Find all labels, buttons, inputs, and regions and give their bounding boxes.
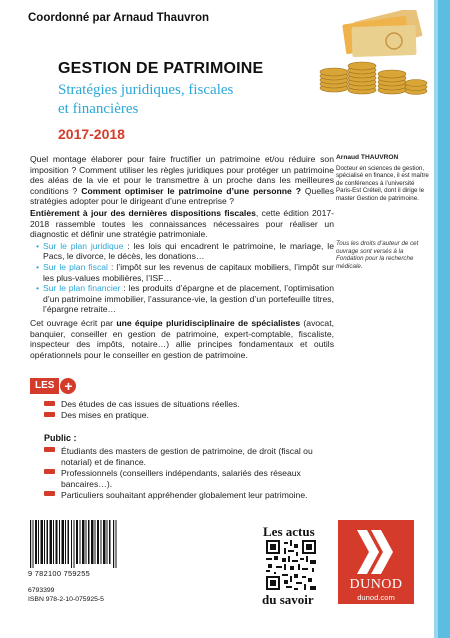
authors-text-end: (avocat, banquier, conseiller en gestion de patrimoine, expert-comptable, fiscaliste, inspecteur des impôts, notaire…) allie principes fondamentaux et outils opérationnels pour le conseiller en gestion de patrimoine. — [30, 317, 334, 360]
arrow-bullet-icon — [44, 447, 55, 452]
book-subtitle — [58, 81, 258, 119]
rights-note: Tous les droits d’auteur de cet ouvrage sont versés à la Fondation pour la recherche médicale. — [336, 240, 419, 270]
authors-paragraph — [30, 318, 334, 360]
update-bold: Entièrement à jour des dernières dispositions fiscales — [30, 207, 256, 218]
authors-bold: une équipe pluridisciplinaire de spécialistes — [116, 317, 301, 328]
subtitle-line-1: Stratégies juridiques, fiscales — [58, 82, 234, 98]
topic-text: : les lois qui encadrent le patrimoine, le mariage, le Pacs, le divorce, le décès, les donations… — [43, 240, 334, 262]
plus-icon: + — [60, 378, 76, 394]
list-item-text: Des mises en pratique. — [61, 409, 149, 420]
publisher-logo — [338, 520, 414, 604]
publisher-url: dunod.com — [357, 593, 395, 602]
product-code: 6793399 — [28, 587, 55, 594]
les-plus-badge — [30, 378, 76, 394]
author-bio: Docteur en sciences de gestion, spécialisé en finance, il est maître de conférences à l’université Paris-Est Créteil, dont il dirige le master Gestion de patrimoine. — [336, 164, 429, 202]
list-item-text: Particuliers souhaitant appréhender globalement leur patrimoine. — [61, 490, 308, 501]
arrow-bullet-icon — [44, 412, 55, 417]
isbn: ISBN 978-2-10-075925-5 — [28, 596, 104, 603]
arrow-bullet-icon — [44, 469, 55, 474]
book-title: GESTION DE PATRIMOINE — [58, 60, 264, 77]
list-item — [36, 262, 334, 283]
public-list — [44, 446, 334, 502]
arrow-bullet-icon — [44, 401, 55, 406]
barcode — [28, 520, 120, 568]
list-item — [44, 468, 334, 489]
intro-text-end: Quelles stratégies adopter pour le dirigeant d’une entreprise ? — [30, 185, 334, 207]
publisher-name: DUNOD — [349, 577, 403, 592]
arrow-bullet-icon — [44, 491, 55, 496]
actus-subheading: du savoir — [262, 592, 314, 607]
list-item-text: Professionnels (conseillers indépendants, salariés des réseaux bancaires…). — [61, 468, 301, 489]
barcode-number: 9 782100 759255 — [28, 569, 91, 578]
authors-text: Cet ouvrage écrit par — [30, 317, 117, 328]
list-item-text: Des études de cas issues de situations réelles. — [61, 399, 240, 409]
subtitle-line-2: et financières — [58, 101, 139, 117]
coordination-line: Coordonné par Arnaud Thauvron — [28, 12, 210, 24]
topic-text: : l’impôt sur les revenus de capitaux mobiliers, l’impôt sur les plus-values mobilières, l’ISF… — [43, 261, 334, 283]
update-text: , cette édition 2017-2018 rassemble toutes les connaissances nécessaires pour réaliser un diagnostic et définir une stratégie patrimoniale. — [30, 207, 334, 240]
list-item — [44, 490, 334, 501]
actus-heading: Les actus — [263, 524, 315, 539]
cover-edge-shade — [438, 0, 450, 638]
money-illustration — [308, 10, 428, 98]
list-item-text: Étudiants des masters de gestion de patrimoine, de droit (fiscal ou notarial) et de finance. — [61, 446, 313, 467]
list-item — [44, 399, 240, 410]
dunod-logo-icon — [351, 526, 401, 576]
topic-label: Sur le plan financier — [43, 283, 121, 294]
author-block — [336, 154, 432, 203]
topics-list — [30, 241, 334, 315]
intro-paragraph — [30, 154, 334, 207]
list-item — [36, 241, 334, 262]
author-name: Arnaud THAUVRON — [336, 154, 399, 161]
list-item — [44, 446, 334, 467]
les-label: LES — [30, 378, 59, 394]
topic-text: : les produits d’épargne et de placement, l’optimisation d’un patrimoine immobilier, l’assurance-vie, la gestion d’un portefeuille titres, l’épargne retraite… — [43, 283, 334, 315]
list-item — [44, 410, 240, 421]
list-item — [36, 283, 334, 315]
edition-year: 2017-2018 — [58, 126, 125, 142]
intro-bold: Comment optimiser le patrimoine d’une personne ? — [81, 185, 301, 196]
topic-label: Sur le plan fiscal — [43, 261, 108, 272]
topic-label: Sur le plan juridique — [43, 240, 124, 251]
description — [30, 154, 334, 361]
update-paragraph — [30, 208, 334, 240]
public-heading: Public : — [44, 433, 77, 443]
les-plus-list — [44, 399, 240, 421]
intro-text: Quel montage élaborer pour faire fructifier un patrimoine et/ou réduire son imposition ? Comment utiliser les règles juridiques pour protéger un patrimoine des aléas de la vie et pour le transmettre à un proche dans les meilleures conditions ? — [30, 154, 334, 196]
qr-code — [266, 540, 316, 590]
